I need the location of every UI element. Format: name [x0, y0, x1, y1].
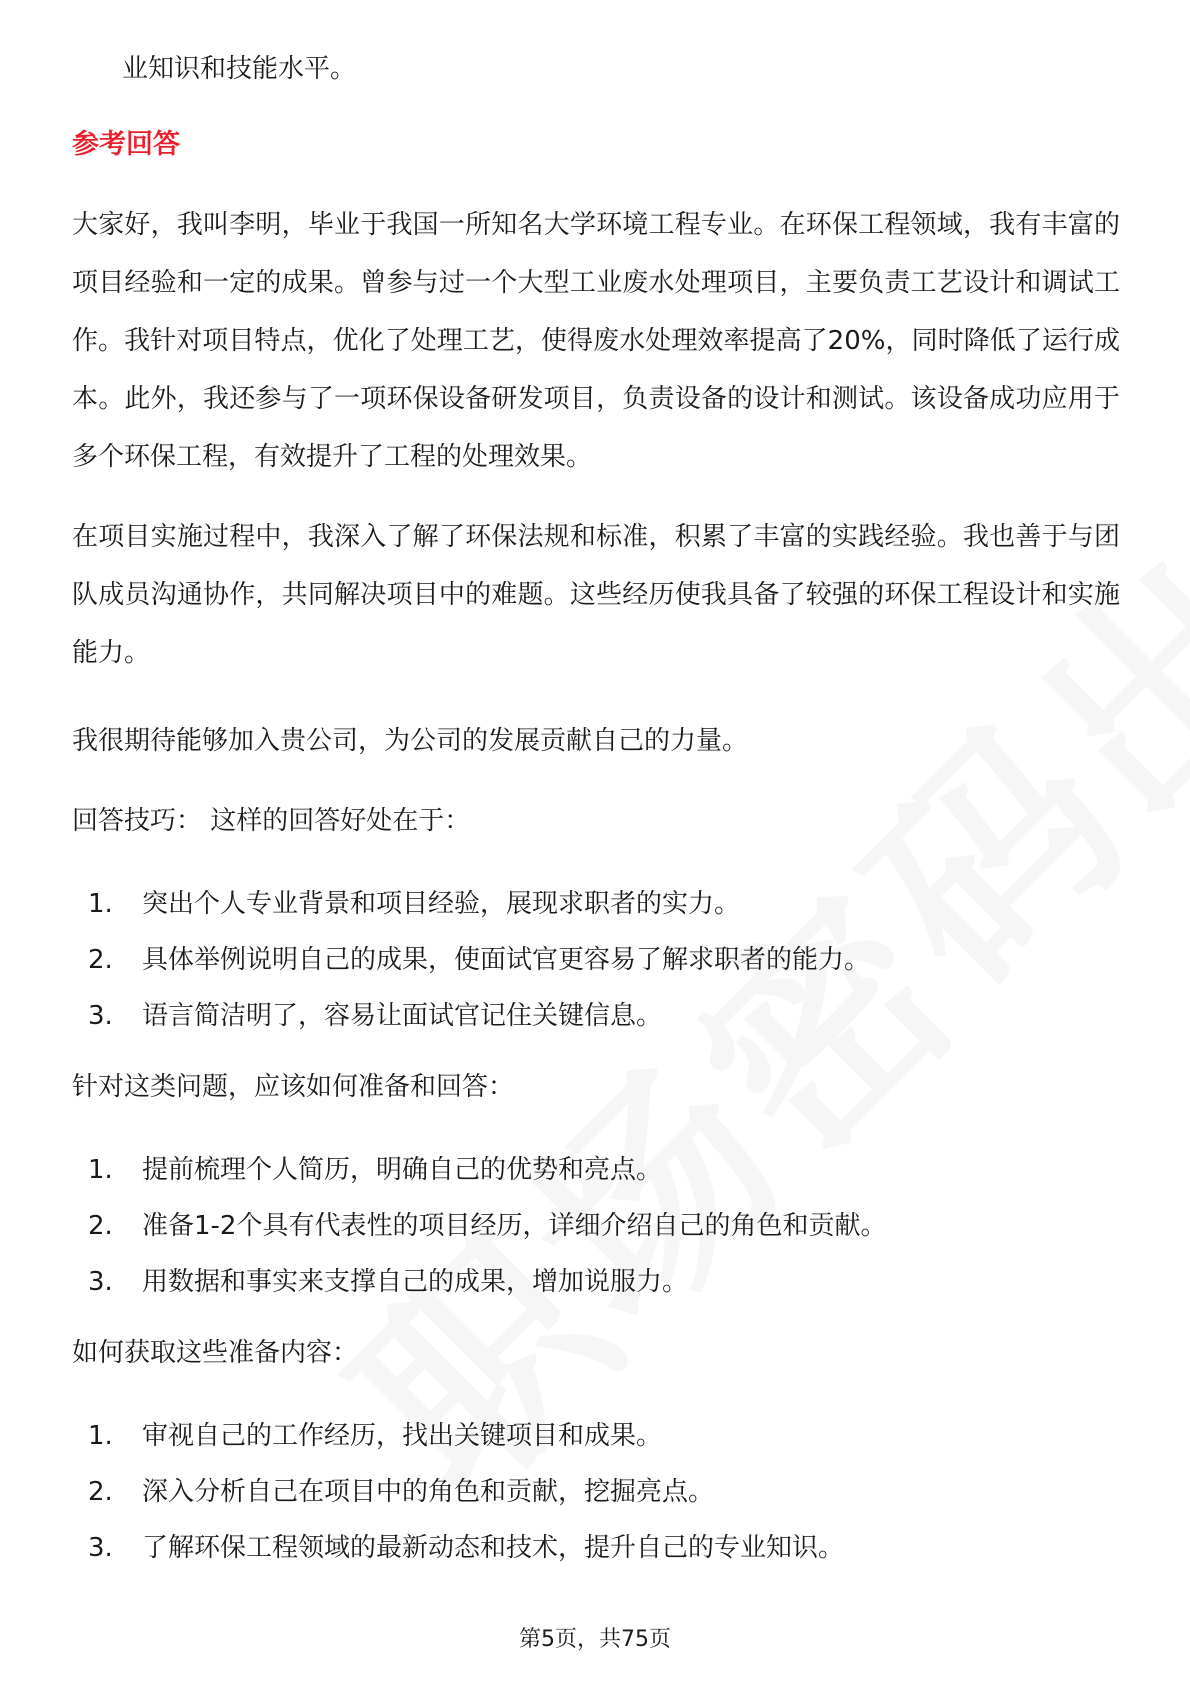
list-text: 提前梳理个人简历，明确自己的优势和亮点。	[142, 1155, 663, 1185]
list-item	[72, 1198, 1120, 1254]
list-text: 准备1-2个具有代表性的项目经历，详细介绍自己的角色和贡献。	[142, 1211, 887, 1241]
list-text: 深入分析自己在项目中的角色和贡献，挖掘亮点。	[142, 1477, 715, 1507]
section-heading: 参考回答	[72, 129, 180, 160]
list-number: 1.	[88, 1155, 113, 1185]
list-item	[72, 1142, 1120, 1198]
list-item	[72, 932, 1120, 988]
list-item	[72, 1520, 1120, 1576]
list-text: 突出个人专业背景和项目经验，展现求职者的实力。	[142, 889, 741, 919]
list-text: 用数据和事实来支撑自己的成果，增加说服力。	[142, 1267, 689, 1297]
list-number: 3.	[88, 1533, 113, 1563]
list-item	[72, 1464, 1120, 1520]
prep-list	[72, 1142, 1120, 1310]
list-item	[72, 876, 1120, 932]
answer-paragraph-2: 在项目实施过程中，我深入了解了环保法规和标准，积累了丰富的实践经验。我也善于与团队成员沟通协作，共同解决项目中的难题。这些经历使我具备了较强的环保工程设计和实施能力。	[72, 522, 1120, 668]
answer-paragraph-1: 大家好，我叫李明，毕业于我国一所知名大学环境工程专业。在环保工程领域，我有丰富的项目经验和一定的成果。曾参与过一个大型工业废水处理项目，主要负责工艺设计和调试工作。我针对项目特点，优化了处理工艺，使得废水处理效率提高了20%，同时降低了运行成本。此外，我还参与了一项环保设备研发项目，负责设备的设计和测试。该设备成功应用于多个环保工程，有效提升了工程的处理效果。	[72, 210, 1120, 472]
list-number: 2.	[88, 1211, 113, 1241]
list-text: 审视自己的工作经历，找出关键项目和成果。	[142, 1421, 663, 1451]
list-number: 2.	[88, 945, 113, 975]
list-item	[72, 988, 1120, 1044]
list-text: 语言简洁明了，容易让面试官记住关键信息。	[142, 1001, 663, 1031]
tips-list	[72, 876, 1120, 1044]
answer-paragraph-3: 我很期待能够加入贵公司，为公司的发展贡献自己的力量。	[72, 726, 749, 756]
list-number: 3.	[88, 1267, 113, 1297]
list-number: 1.	[88, 889, 113, 919]
list-text: 了解环保工程领域的最新动态和技术，提升自己的专业知识。	[142, 1533, 845, 1563]
continuation-text: 业知识和技能水平。	[122, 54, 357, 84]
page-footer: 第5页，共75页	[519, 1627, 671, 1652]
list-item	[72, 1408, 1120, 1464]
obtain-intro: 如何获取这些准备内容：	[72, 1338, 359, 1368]
list-number: 2.	[88, 1477, 113, 1507]
list-item	[72, 1254, 1120, 1310]
list-number: 3.	[88, 1001, 113, 1031]
tips-intro: 回答技巧： 这样的回答好处在于：	[72, 806, 471, 836]
prep-intro: 针对这类问题，应该如何准备和回答：	[72, 1072, 515, 1102]
list-number: 1.	[88, 1421, 113, 1451]
obtain-list	[72, 1408, 1120, 1576]
list-text: 具体举例说明自己的成果，使面试官更容易了解求职者的能力。	[142, 945, 871, 975]
